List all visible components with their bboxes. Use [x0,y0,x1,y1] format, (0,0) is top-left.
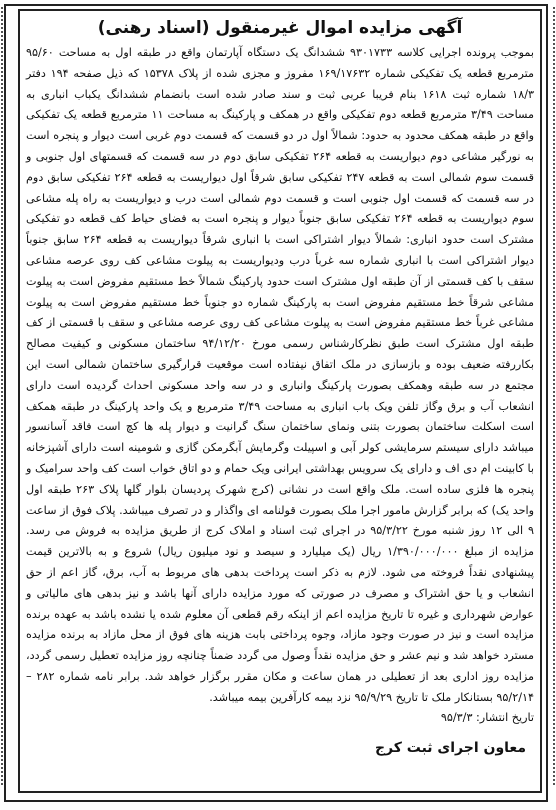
publish-date: تاریخ انتشار: ۹۵/۳/۳ [440,710,534,724]
right-border-dots [552,6,556,786]
notice-outer-frame [4,4,548,802]
signature: معاون اجرای ثبت کرج [374,739,526,756]
notice-body: بموجب پرونده اجرایی کلاسه ۹۳۰۱۷۳۳ ششدانگ یک دستگاه آپارتمان واقع در طبقه اول به مساحت ۹۵/۶۰ مترمربع قطعه یک تفکیکی شماره ۱۶۹/۱۷۶۳۲ مفروز و مجزی شده از پلاک ۱۵۳۷۸ که ذیل صفحه ۱۹۴ دفتر ۱۸/۳ شماره ثبت ۱۶۱۸ بنام فریبا عربی ثبت و سند صادر شده است بانضمام ششدانگ یکباب انباری به مساحت ۳/۴۹ مترمربع قطعه دوم تفکیکی واقع در همکف و پارکینگ به مساحت ۱۱ مترمربع قطعه یک تفکیکی واقع در طبقه همکف محدود به حدود: شمالاً اول در دو قسمت که قسمت دوم غربی است دیوار و پنجره است به نورگیر مشاعی دوم دیواریست به قطعه ۲۶۴ تفکیکی سابق دوم در سه قسمت که قسمتهای اول جنوبی و قسمت سوم شمالی است به قطعه ۲۴۷ تفکیکی سابق شرقاً اول دیواریست به قطعه ۲۶۴ تفکیکی سابق دوم در سه قسمت که قسمت اول جنوبی است و قسمت دوم شمالی است درب و دیواریست به راه پله مشاعی سوم دیواریست به قطعه ۲۶۴ تفکیکی سابق جنوباً دیوار و پنجره است به فضای حیاط کف قطعه دو تفکیکی مشترک است حدود انباری: شمالاً دیوار اشتراکی است با انباری شرقاً دیواریست به قطعه ۲۶۴ سابق جنوباً دیوار اشتراکی است با انباری شماره سه غرباً درب ودیواریست به پیلوت مشاعی کف روی عرصه مشاعی سقف با کف قسمتی از آن طبقه اول مشترک است حدود پارکینگ شمالاً خط مستقیم مفروض است به پیلوت مشاعی شرقاً خط مستقیم مفروض است به پارکینگ شماره دو جنوباً خط مستقیم مفروض است به پیلوت مشاعی غرباً خط مستقیم مفروض است به پیلوت مشاعی کف روی عرصه مشاعی و سقف با قسمتی از کف طبقه اول مشترک است طبق نظرکارشناس رسمی مورخ ۹۴/۱۲/۲۰ ساختمان مسکونی و کیفیت مصالح بکاررفته ضعیف بوده و بازسازی در ملک اتفاق نیفتاده است موقعیت قرارگیری ساختمان شمالی است این مجتمع در سه طبقه وهمکف بصورت پارکینگ وانباری و در سه واحد مسکونی احداث گردیده است دارای انشعاب آب و برق وگاز تلفن ویک باب انباری به مساحت ۳/۴۹ مترمربع و یک واحد پارکینگ در طبقه همکف است اسکلت ساختمان بصورت بتنی ونمای ساختمان سنگ گرانیت و دیوار پله ها کچ است فاقد آسانسور میباشد دارای سیستم سرمایشی کولر آبی و اسپیلت وگرمایش آبگرمکن گازی و شومینه است دارای آشپزخانه با کابینت ام دی اف و دارای یک سرویس بهداشتی ایرانی ویک حمام و دو اتاق خواب است کف واحد سرامیک و پنجره ها فلزی ساده است. ملک واقع است در نشانی (کرج شهرک پردیسان بلوار گلها پلاک ۲۶۳ طبقه اول واحد یک) که برابر گزارش مامور اجرا ملک بصورت قولنامه ای واگذار و در تصرف میباشد. پلاک فوق از ساعت ۹ الی ۱۲ روز شنبه مورخ ۹۵/۳/۲۲ در اجرای ثبت اسناد و املاک کرج از طریق مزایده به فروش می رسد. مزایده از مبلغ ۱/۳۹۰/۰۰۰/۰۰۰ ریال (یک میلیارد و سیصد و نود میلیون ریال) شروع و به بالاترین قیمت پیشنهادی نقداً فروخته می شود. لازم به ذکر است پرداخت بدهی های مربوط به آب، برق، گاز اعم از حق انشعاب و یا حق اشتراک و مصرف در صورتی که مورد مزایده دارای آنها باشد و نیز بدهی های مالیاتی و عوارض شهرداری و غیره تا تاریخ مزایده اعم از اینکه رقم قطعی آن معلوم شده یا نشده باشد به عهده برنده مزایده است و نیز در صورت وجود مازاد، وجوه پرداختی بابت هزینه های فوق از محل مازاد به برنده مزایده مسترد خواهد شد و نیم عشر و حق مزایده نقداً وصول می گردد ضمناً چنانچه روز مزایده تعطیل رسمی گردد، مزایده روز اداری بعد از تعطیلی در همان ساعت و مکان مقرر برگزار خواهد شد. برابر نامه شماره ۲۸۲ – ۹۵/۲/۱۴ بستانکار ملک تا تاریخ ۹۵/۹/۲۹ نزد بیمه کارآفرین بیمه میباشد. [26,46,535,704]
notice-inner-frame [18,9,542,793]
notice-title: آگهی مزایده اموال غیرمنقول (اسناد رهنی) [97,18,463,38]
